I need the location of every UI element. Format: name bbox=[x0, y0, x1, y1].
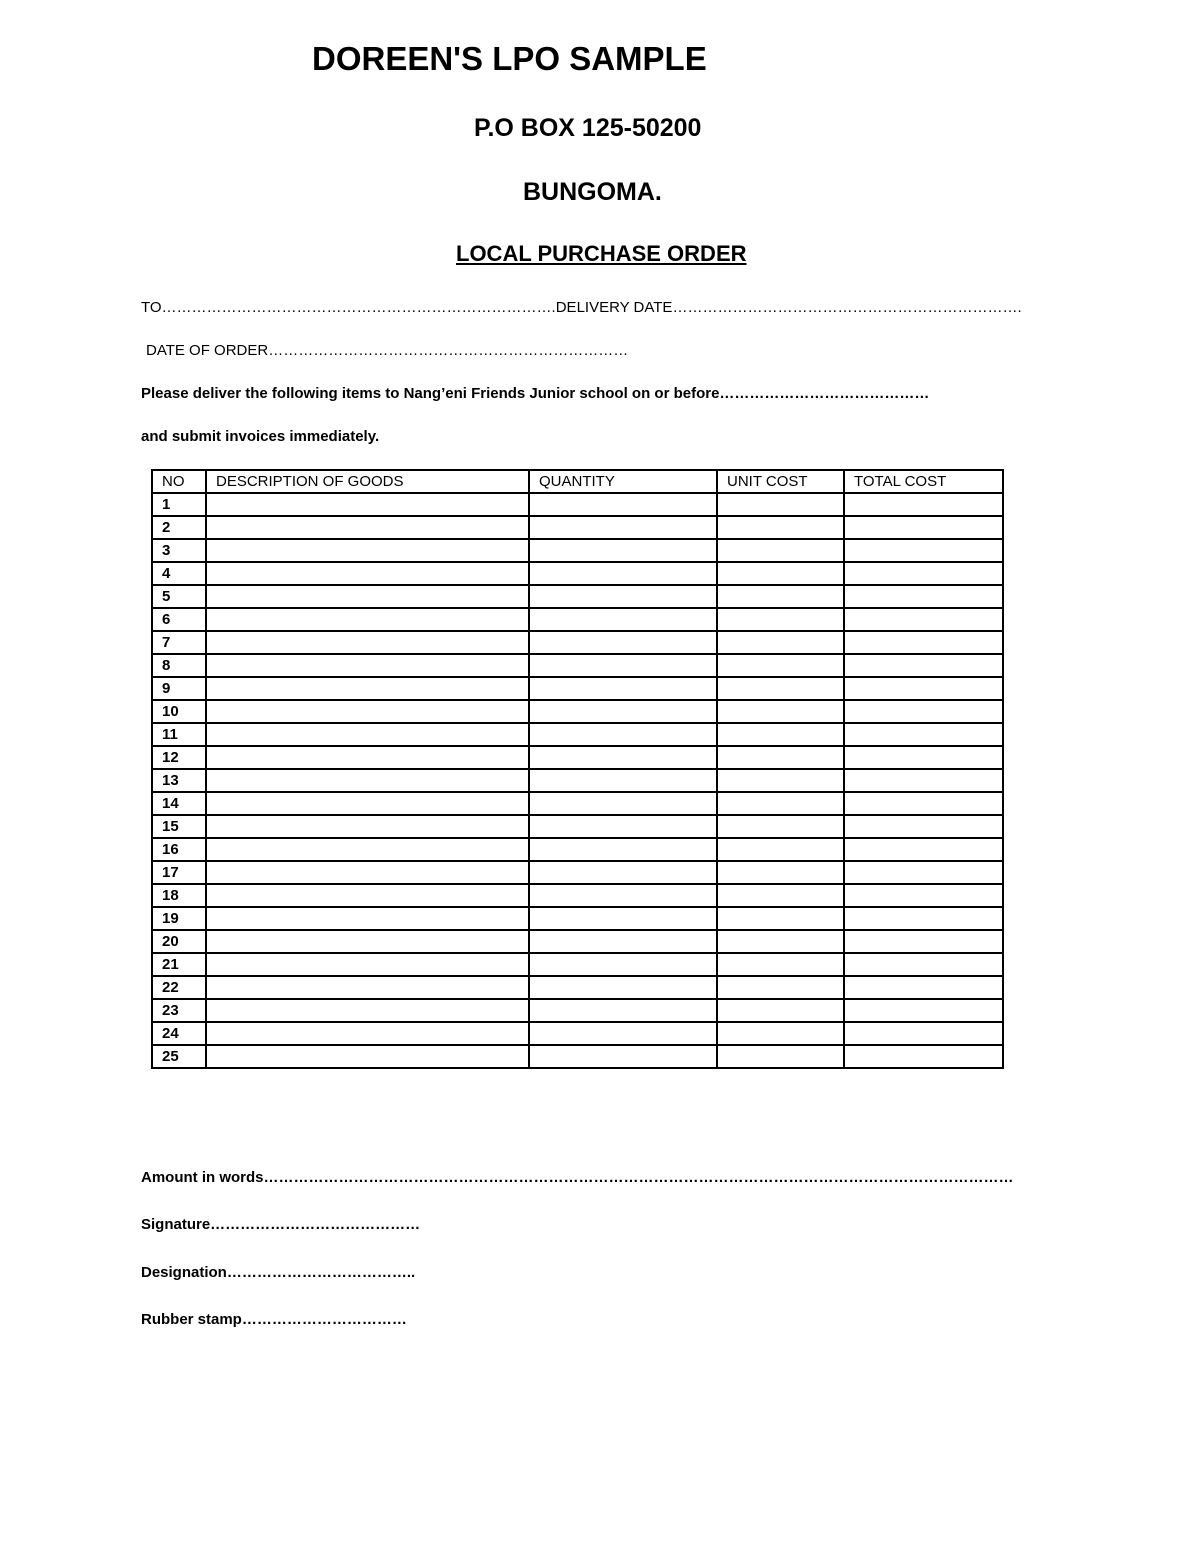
total-cost-cell bbox=[844, 677, 1003, 700]
total-cost-cell bbox=[844, 539, 1003, 562]
row-number-cell: 10 bbox=[152, 700, 206, 723]
description-cell bbox=[206, 930, 529, 953]
total-cost-cell bbox=[844, 493, 1003, 516]
description-cell bbox=[206, 1022, 529, 1045]
unit-cost-cell bbox=[717, 562, 844, 585]
row-number-cell: 6 bbox=[152, 608, 206, 631]
row-number-cell: 9 bbox=[152, 677, 206, 700]
quantity-cell bbox=[529, 953, 717, 976]
table-row bbox=[152, 585, 1003, 608]
total-cost-cell bbox=[844, 769, 1003, 792]
description-cell bbox=[206, 815, 529, 838]
row-number-cell: 7 bbox=[152, 631, 206, 654]
designation-line: Designation……………………………….. bbox=[141, 1264, 416, 1281]
table-row bbox=[152, 884, 1003, 907]
row-number-cell: 19 bbox=[152, 907, 206, 930]
unit-cost-cell bbox=[717, 746, 844, 769]
table-body bbox=[152, 493, 1003, 1068]
description-cell bbox=[206, 884, 529, 907]
quantity-cell bbox=[529, 838, 717, 861]
quantity-cell bbox=[529, 539, 717, 562]
document-title: DOREEN'S LPO SAMPLE bbox=[312, 40, 707, 77]
table-row bbox=[152, 539, 1003, 562]
quantity-cell bbox=[529, 999, 717, 1022]
quantity-cell bbox=[529, 654, 717, 677]
quantity-cell bbox=[529, 930, 717, 953]
description-cell bbox=[206, 999, 529, 1022]
unit-cost-cell bbox=[717, 1022, 844, 1045]
quantity-cell bbox=[529, 723, 717, 746]
row-number-cell: 14 bbox=[152, 792, 206, 815]
table-row bbox=[152, 608, 1003, 631]
quantity-cell bbox=[529, 1022, 717, 1045]
total-cost-cell bbox=[844, 884, 1003, 907]
description-cell bbox=[206, 861, 529, 884]
table-header-row bbox=[152, 470, 1003, 493]
total-cost-cell bbox=[844, 1022, 1003, 1045]
header-total-cost: TOTAL COST bbox=[844, 470, 1003, 493]
row-number-cell: 18 bbox=[152, 884, 206, 907]
to-delivery-date-line: TO…………………………………………………………………….DELIVERY DATE……………………………………………………………. bbox=[141, 299, 1022, 316]
unit-cost-cell bbox=[717, 976, 844, 999]
table-row bbox=[152, 516, 1003, 539]
description-cell bbox=[206, 677, 529, 700]
order-heading: LOCAL PURCHASE ORDER bbox=[456, 241, 747, 266]
total-cost-cell bbox=[844, 700, 1003, 723]
header-quantity: QUANTITY bbox=[529, 470, 717, 493]
unit-cost-cell bbox=[717, 792, 844, 815]
description-cell bbox=[206, 976, 529, 999]
description-cell bbox=[206, 838, 529, 861]
description-cell bbox=[206, 723, 529, 746]
row-number-cell: 1 bbox=[152, 493, 206, 516]
unit-cost-cell bbox=[717, 953, 844, 976]
table-row bbox=[152, 562, 1003, 585]
row-number-cell: 13 bbox=[152, 769, 206, 792]
row-number-cell: 3 bbox=[152, 539, 206, 562]
table-row bbox=[152, 746, 1003, 769]
table-row bbox=[152, 953, 1003, 976]
description-cell bbox=[206, 1045, 529, 1068]
quantity-cell bbox=[529, 976, 717, 999]
row-number-cell: 15 bbox=[152, 815, 206, 838]
description-cell bbox=[206, 953, 529, 976]
total-cost-cell bbox=[844, 792, 1003, 815]
row-number-cell: 16 bbox=[152, 838, 206, 861]
quantity-cell bbox=[529, 861, 717, 884]
total-cost-cell bbox=[844, 608, 1003, 631]
quantity-cell bbox=[529, 516, 717, 539]
table-row bbox=[152, 631, 1003, 654]
total-cost-cell bbox=[844, 723, 1003, 746]
total-cost-cell bbox=[844, 585, 1003, 608]
unit-cost-cell bbox=[717, 516, 844, 539]
description-cell bbox=[206, 700, 529, 723]
description-cell bbox=[206, 769, 529, 792]
unit-cost-cell bbox=[717, 723, 844, 746]
quantity-cell bbox=[529, 585, 717, 608]
total-cost-cell bbox=[844, 516, 1003, 539]
table-row bbox=[152, 861, 1003, 884]
unit-cost-cell bbox=[717, 608, 844, 631]
table-row bbox=[152, 815, 1003, 838]
quantity-cell bbox=[529, 493, 717, 516]
table-row bbox=[152, 792, 1003, 815]
row-number-cell: 25 bbox=[152, 1045, 206, 1068]
description-cell bbox=[206, 562, 529, 585]
header-unit-cost: UNIT COST bbox=[717, 470, 844, 493]
description-cell bbox=[206, 746, 529, 769]
unit-cost-cell bbox=[717, 838, 844, 861]
row-number-cell: 4 bbox=[152, 562, 206, 585]
total-cost-cell bbox=[844, 1045, 1003, 1068]
quantity-cell bbox=[529, 608, 717, 631]
quantity-cell bbox=[529, 769, 717, 792]
total-cost-cell bbox=[844, 976, 1003, 999]
row-number-cell: 20 bbox=[152, 930, 206, 953]
total-cost-cell bbox=[844, 654, 1003, 677]
unit-cost-cell bbox=[717, 493, 844, 516]
row-number-cell: 22 bbox=[152, 976, 206, 999]
table-row bbox=[152, 723, 1003, 746]
row-number-cell: 17 bbox=[152, 861, 206, 884]
table-row bbox=[152, 493, 1003, 516]
total-cost-cell bbox=[844, 815, 1003, 838]
quantity-cell bbox=[529, 815, 717, 838]
unit-cost-cell bbox=[717, 539, 844, 562]
row-number-cell: 5 bbox=[152, 585, 206, 608]
unit-cost-cell bbox=[717, 585, 844, 608]
header-description: DESCRIPTION OF GOODS bbox=[206, 470, 529, 493]
row-number-cell: 12 bbox=[152, 746, 206, 769]
unit-cost-cell bbox=[717, 884, 844, 907]
row-number-cell: 2 bbox=[152, 516, 206, 539]
total-cost-cell bbox=[844, 562, 1003, 585]
description-cell bbox=[206, 493, 529, 516]
row-number-cell: 21 bbox=[152, 953, 206, 976]
order-items-table bbox=[151, 469, 1004, 1069]
total-cost-cell bbox=[844, 907, 1003, 930]
unit-cost-cell bbox=[717, 1045, 844, 1068]
quantity-cell bbox=[529, 907, 717, 930]
table-row bbox=[152, 907, 1003, 930]
quantity-cell bbox=[529, 792, 717, 815]
invoice-instruction-line: and submit invoices immediately. bbox=[141, 428, 380, 445]
description-cell bbox=[206, 608, 529, 631]
town-name: BUNGOMA. bbox=[523, 178, 662, 206]
header-no: NO bbox=[152, 470, 206, 493]
table-row bbox=[152, 769, 1003, 792]
quantity-cell bbox=[529, 1045, 717, 1068]
table-row bbox=[152, 1045, 1003, 1068]
description-cell bbox=[206, 792, 529, 815]
table-row bbox=[152, 654, 1003, 677]
row-number-cell: 11 bbox=[152, 723, 206, 746]
date-of-order-line: DATE OF ORDER……………………………………………………………… bbox=[146, 342, 629, 359]
total-cost-cell bbox=[844, 746, 1003, 769]
description-cell bbox=[206, 907, 529, 930]
unit-cost-cell bbox=[717, 700, 844, 723]
signature-line: Signature…………………………………… bbox=[141, 1216, 421, 1233]
unit-cost-cell bbox=[717, 999, 844, 1022]
description-cell bbox=[206, 539, 529, 562]
rubber-stamp-line: Rubber stamp…………………………… bbox=[141, 1311, 407, 1328]
row-number-cell: 8 bbox=[152, 654, 206, 677]
description-cell bbox=[206, 654, 529, 677]
row-number-cell: 24 bbox=[152, 1022, 206, 1045]
total-cost-cell bbox=[844, 930, 1003, 953]
table-row bbox=[152, 838, 1003, 861]
unit-cost-cell bbox=[717, 631, 844, 654]
total-cost-cell bbox=[844, 999, 1003, 1022]
unit-cost-cell bbox=[717, 677, 844, 700]
unit-cost-cell bbox=[717, 907, 844, 930]
description-cell bbox=[206, 631, 529, 654]
quantity-cell bbox=[529, 746, 717, 769]
description-cell bbox=[206, 516, 529, 539]
quantity-cell bbox=[529, 700, 717, 723]
quantity-cell bbox=[529, 562, 717, 585]
table-row bbox=[152, 930, 1003, 953]
table-row bbox=[152, 976, 1003, 999]
table-row bbox=[152, 677, 1003, 700]
po-box-address: P.O BOX 125-50200 bbox=[474, 114, 702, 142]
total-cost-cell bbox=[844, 953, 1003, 976]
quantity-cell bbox=[529, 677, 717, 700]
total-cost-cell bbox=[844, 838, 1003, 861]
table-row bbox=[152, 999, 1003, 1022]
quantity-cell bbox=[529, 884, 717, 907]
table-row bbox=[152, 700, 1003, 723]
amount-in-words-line: Amount in words…………………………………………………………………………………………………………………………………… bbox=[141, 1169, 1014, 1186]
row-number-cell: 23 bbox=[152, 999, 206, 1022]
unit-cost-cell bbox=[717, 769, 844, 792]
unit-cost-cell bbox=[717, 654, 844, 677]
delivery-instruction-line: Please deliver the following items to Nang’eni Friends Junior school on or before…………………………………… bbox=[141, 385, 930, 402]
unit-cost-cell bbox=[717, 861, 844, 884]
description-cell bbox=[206, 585, 529, 608]
total-cost-cell bbox=[844, 861, 1003, 884]
unit-cost-cell bbox=[717, 815, 844, 838]
total-cost-cell bbox=[844, 631, 1003, 654]
table-row bbox=[152, 1022, 1003, 1045]
unit-cost-cell bbox=[717, 930, 844, 953]
quantity-cell bbox=[529, 631, 717, 654]
